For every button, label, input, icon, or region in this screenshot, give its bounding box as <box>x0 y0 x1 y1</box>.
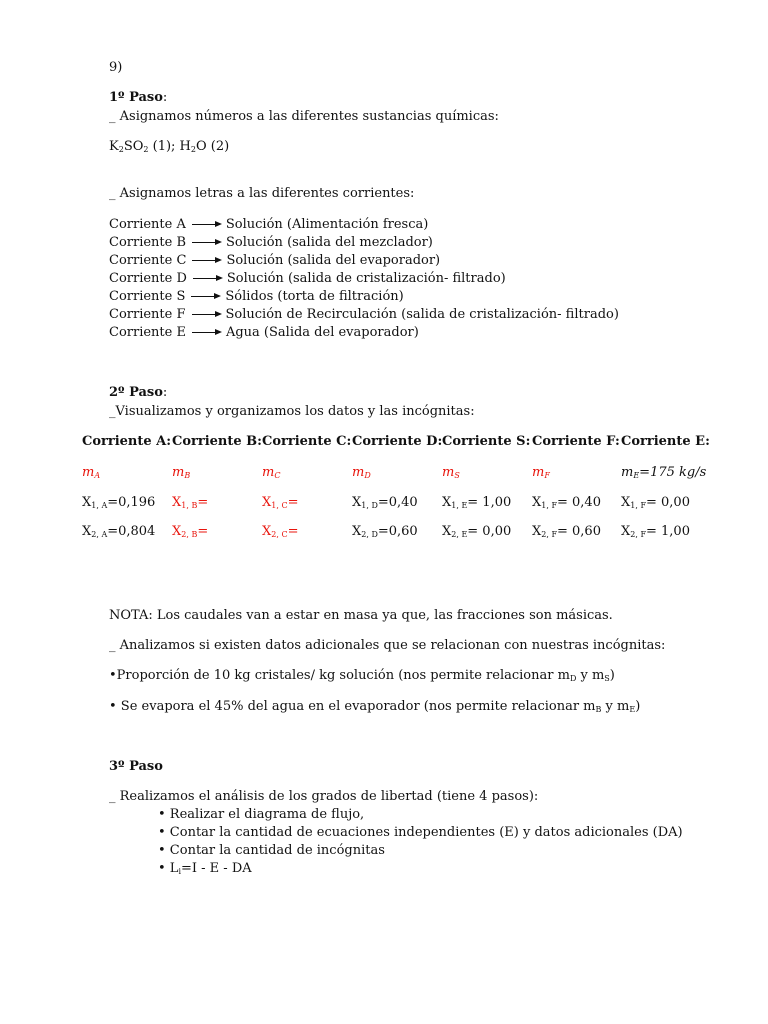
paso1-line1: _ Asignamos números a las diferentes sustancias químicas: <box>109 109 499 124</box>
table-header: Corriente S: <box>442 434 531 449</box>
fraction-cell: $X_{1, E}= 1,00$ <box>442 495 512 510</box>
paso1-colon: : <box>162 90 168 105</box>
table-header: Corriente D: <box>352 434 443 449</box>
paso1-heading <box>109 89 167 107</box>
stream-row <box>109 234 433 252</box>
stream-row <box>109 306 619 324</box>
arrow-right-icon <box>192 220 222 230</box>
table-header: Corriente B: <box>172 434 262 449</box>
fraction-cell: $X_{2, B}=$ <box>172 524 209 539</box>
paso1-line2: _ Asignamos letras a las diferentes corrientes: <box>109 186 415 201</box>
arrow-right-icon <box>192 328 222 338</box>
stream-row <box>109 288 404 306</box>
stream-row <box>109 252 440 270</box>
stream-label: Corriente A <box>109 217 186 232</box>
arrow-right-icon <box>191 292 221 302</box>
table-header: Corriente C: <box>262 434 352 449</box>
mass-flow-cell: $m_F$ <box>532 465 550 480</box>
fraction-cell: $X_{2, E}= 0,00$ <box>442 524 512 539</box>
stream-label: Corriente C <box>109 253 187 268</box>
fraction-cell: $X_{2, A}=0,804$ <box>82 524 156 539</box>
paso1-title: 1º Paso <box>109 90 163 105</box>
stream-desc: Solución (Alimentación fresca) <box>225 217 429 232</box>
paso2-heading <box>109 384 167 402</box>
stream-row <box>109 216 428 234</box>
paso3-item: • Realizar el diagrama de flujo, <box>158 807 365 822</box>
paso2-colon: : <box>162 385 168 400</box>
stream-label: Corriente S <box>109 289 186 304</box>
species-so-sub: 2 <box>143 145 149 154</box>
species-k-sub: 2 <box>118 145 124 154</box>
arrow-right-icon <box>192 310 222 320</box>
fraction-cell: $X_{1, F}= 0,00$ <box>621 495 690 510</box>
mass-flow-cell: $m_E=175$ kg/s <box>621 465 707 480</box>
stream-desc: Solución de Recirculación (salida de cristalización- filtrado) <box>225 307 619 322</box>
mass-flow-cell: $m_S$ <box>442 465 460 480</box>
species-line <box>109 138 229 156</box>
fraction-cell: $X_{2, F}= 1,00$ <box>621 524 690 539</box>
mass-flow-cell: $m_B$ <box>172 465 191 480</box>
fraction-cell: $X_{1, D}=0,40$ <box>352 495 418 510</box>
arrow-right-icon <box>192 256 222 266</box>
stream-desc: Agua (Salida del evaporador) <box>225 325 419 340</box>
mass-flow-cell: $m_D$ <box>352 465 371 480</box>
fraction-cell: $X_{1, C}=$ <box>262 495 299 510</box>
stream-desc: Solución (salida del evaporador) <box>226 253 441 268</box>
analysis-line: _ Analizamos si existen datos adicionales que se relacionan con nuestras incógnitas: <box>109 638 666 653</box>
species-k: K <box>109 139 119 154</box>
species-h-sub: 2 <box>190 145 196 154</box>
mass-flow-cell: $m_A$ <box>82 465 101 480</box>
paso3-item-formula: • $L_i=I - E$ - DA <box>158 861 252 876</box>
fraction-cell: $X_{2, D}=0,60$ <box>352 524 418 539</box>
arrow-right-icon <box>192 238 222 248</box>
paso3-title: 3º Paso <box>109 759 163 774</box>
paso2-title: 2º Paso <box>109 385 163 400</box>
additional-data-bullet: •Proporción de 10 kg cristales/ kg solución (nos permite relacionar $m_D$ y $m_S$) <box>109 668 615 683</box>
table-header: Corriente F: <box>532 434 620 449</box>
paso3-line1: _ Realizamos el análisis de los grados de libertad (tiene 4 pasos): <box>109 789 539 804</box>
arrow-right-icon <box>193 274 223 284</box>
stream-desc: Solución (salida de cristalización- filtrado) <box>226 271 506 286</box>
stream-row <box>109 324 419 342</box>
species-o: O (2) <box>195 139 230 154</box>
stream-label: Corriente F <box>109 307 186 322</box>
additional-data-bullet: • Se evapora el 45% del agua en el evaporador (nos permite relacionar $m_B$ y $m_E$) <box>109 699 641 714</box>
fraction-cell: $X_{2, C}=$ <box>262 524 299 539</box>
table-header: Corriente E: <box>621 434 710 449</box>
fraction-cell: $X_{1, F}= 0,40$ <box>532 495 601 510</box>
stream-label: Corriente D <box>109 271 187 286</box>
stream-row <box>109 270 506 288</box>
stream-label: Corriente B <box>109 235 187 250</box>
mass-flow-cell: $m_C$ <box>262 465 281 480</box>
fraction-cell: $X_{1, A}=0,196$ <box>82 495 156 510</box>
note-line: NOTA: Los caudales van a estar en masa ya que, las fracciones son másicas. <box>109 608 613 623</box>
fraction-cell: $X_{1, B}=$ <box>172 495 209 510</box>
stream-label: Corriente E <box>109 325 186 340</box>
fraction-cell: $X_{2, F}= 0,60$ <box>532 524 601 539</box>
stream-desc: Solución (salida del mezclador) <box>226 235 433 250</box>
stream-desc: Sólidos (torta de filtración) <box>225 289 404 304</box>
paso2-line1: _Visualizamos y organizamos los datos y las incógnitas: <box>109 404 475 419</box>
problem-number: 9) <box>109 60 123 75</box>
paso3-item: • Contar la cantidad de ecuaciones independientes (E) y datos adicionales (DA) <box>158 825 683 840</box>
species-so: SO <box>123 139 144 154</box>
table-header: Corriente A: <box>82 434 172 449</box>
species-text: (1); H <box>148 139 191 154</box>
paso3-item: • Contar la cantidad de incógnitas <box>158 843 385 858</box>
